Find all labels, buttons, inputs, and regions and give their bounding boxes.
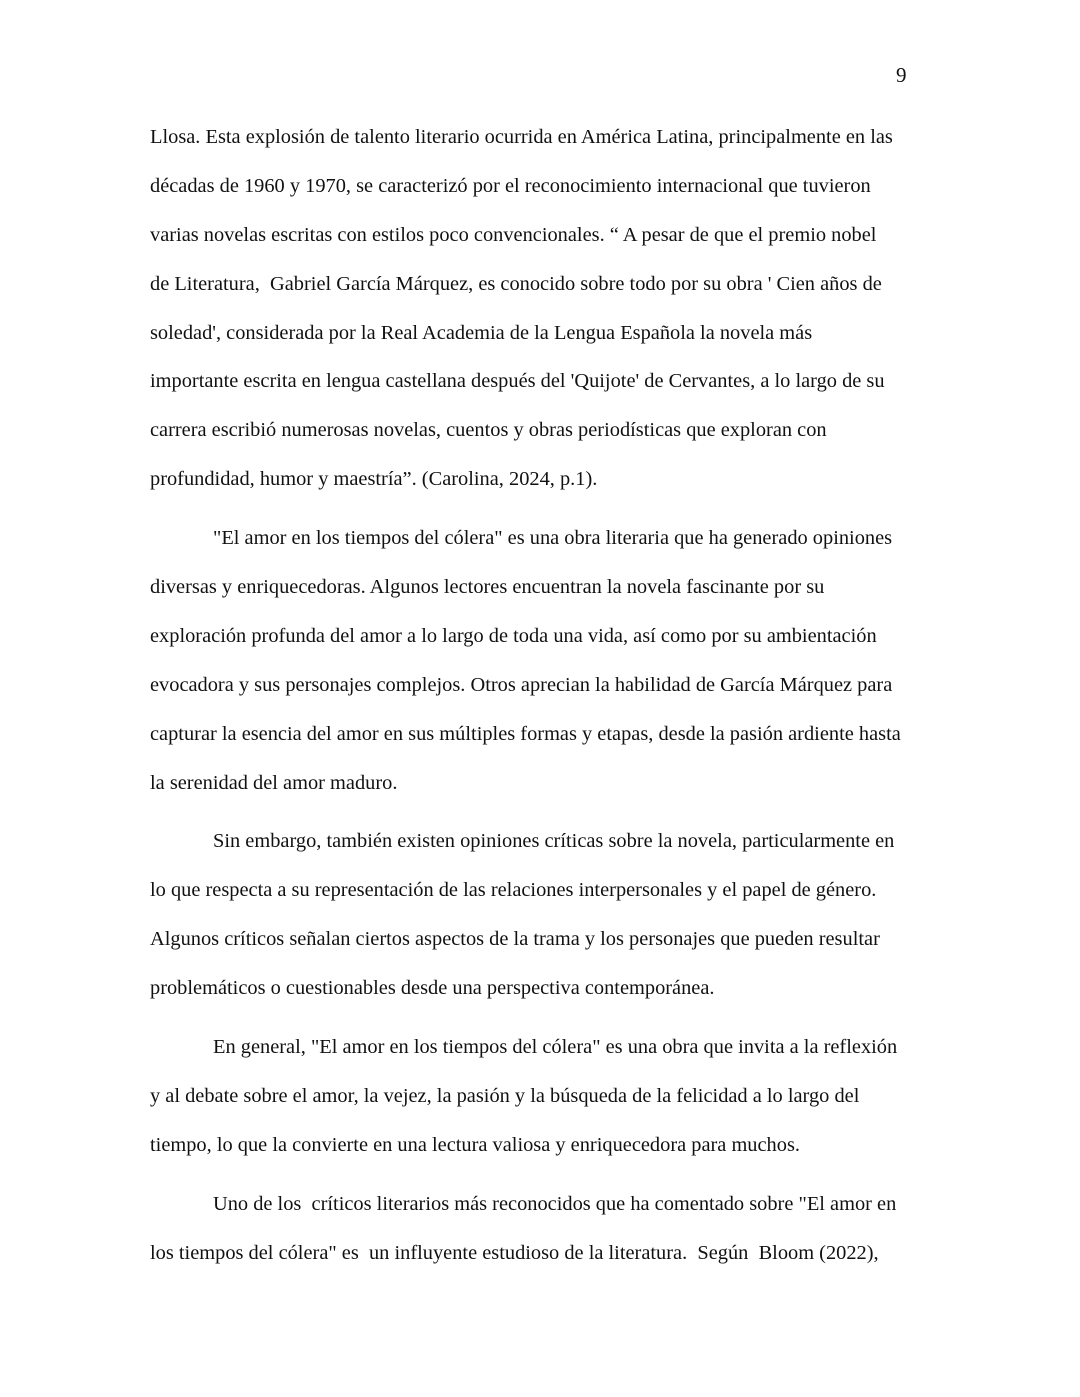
text-line: capturar la esencia del amor en sus múltiples formas y etapas, desde la pasión ardiente hasta [150,722,901,745]
page-number: 9 [896,63,907,87]
text-line: "El amor en los tiempos del cólera" es una obra literaria que ha generado opiniones [213,527,893,550]
text-line: la serenidad del amor maduro. [150,771,398,794]
paragraph [150,514,950,807]
text-line: Uno de los críticos literarios más reconocidos que ha comentado sobre "El amor en [213,1192,897,1215]
document-body [150,113,950,1277]
text-line: evocadora y sus personajes complejos. Otros aprecian la habilidad de García Márquez para [150,673,893,696]
text-line: En general, "El amor en los tiempos del cólera" es una obra que invita a la reflexión [213,1036,898,1059]
text-line: problemáticos o cuestionables desde una perspectiva contemporánea. [150,977,715,1000]
text-line: Llosa. Esta explosión de talento literario ocurrida en América Latina, principalmente en las [150,126,893,148]
text-line: décadas de 1960 y 1970, se caracterizó por el reconocimiento internacional que tuvieron [150,174,871,197]
text-line: lo que respecta a su representación de las relaciones interpersonales y el papel de género. [150,879,877,902]
paragraph [150,1180,950,1278]
text-line: profundidad, humor y maestría”. (Carolina, 2024, p.1). [150,468,598,491]
text-line: de Literatura, Gabriel García Márquez, es conocido sobre todo por su obra ' Cien años de [150,272,882,295]
text-line: importante escrita en lengua castellana después del 'Quijote' de Cervantes, a lo largo de su [150,370,885,393]
text-line: diversas y enriquecedoras. Algunos lectores encuentran la novela fascinante por su [150,576,825,599]
paragraph [150,113,950,504]
text-line: Algunos críticos señalan ciertos aspectos de la trama y los personajes que pueden resultar [150,928,880,951]
paragraph [150,1023,950,1170]
text-line: los tiempos del cólera" es un influyente estudioso de la literatura. Según Bloom (2022), [150,1241,879,1264]
paragraph [150,817,950,1013]
text-line: soledad', considerada por la Real Academia de la Lengua Española la novela más [150,321,813,344]
text-line: Sin embargo, también existen opiniones críticas sobre la novela, particularmente en [213,830,895,853]
text-line: varias novelas escritas con estilos poco convencionales. “ A pesar de que el premio nobel [150,223,877,246]
text-line: y al debate sobre el amor, la vejez, la pasión y la búsqueda de la felicidad a lo largo del [150,1084,860,1107]
text-line: carrera escribió numerosas novelas, cuentos y obras periodísticas que exploran con [150,419,827,442]
text-line: tiempo, lo que la convierte en una lectura valiosa y enriquecedora para muchos. [150,1133,800,1156]
text-line: exploración profunda del amor a lo largo de toda una vida, así como por su ambientación [150,624,877,647]
